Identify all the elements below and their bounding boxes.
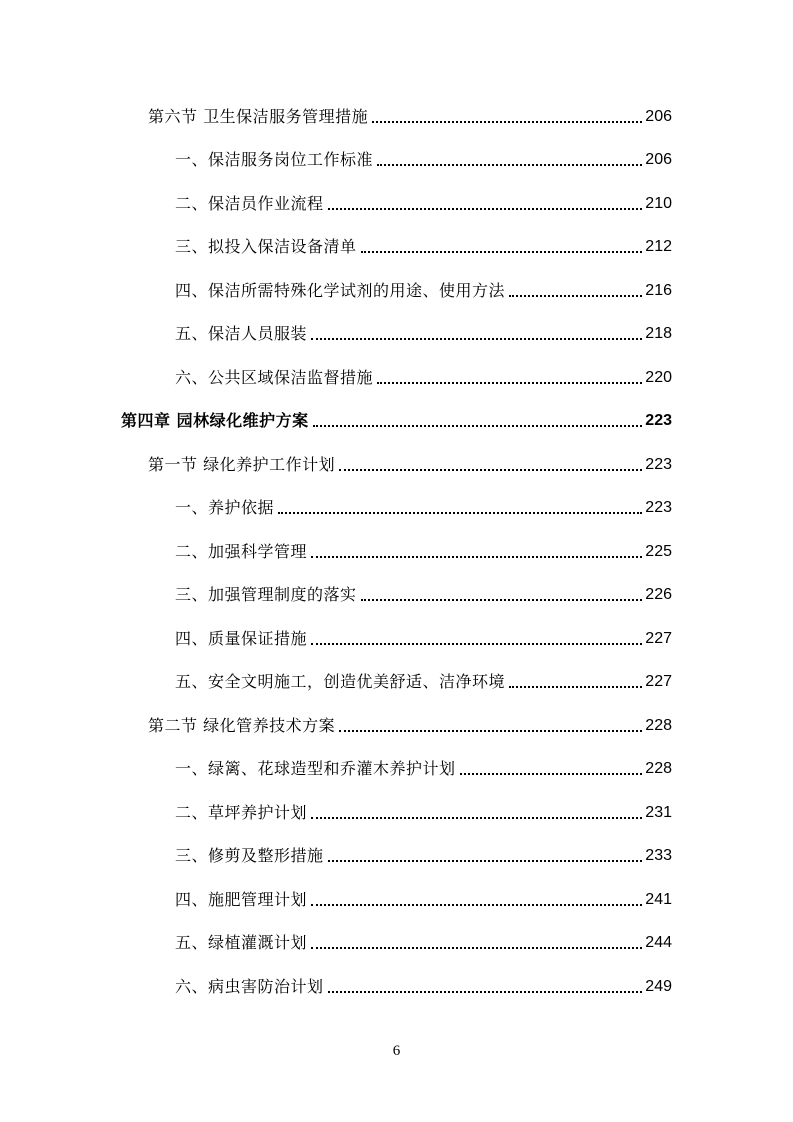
- toc-dot-leader: [311, 643, 642, 645]
- toc-entry-page: 216: [645, 282, 672, 299]
- toc-entry-title: 二、加强科学管理: [175, 542, 308, 561]
- toc-dot-leader: [509, 295, 642, 297]
- toc-dot-leader: [377, 382, 642, 384]
- toc-dot-leader: [372, 121, 642, 123]
- toc-entry-title: 一、养护依据: [175, 498, 275, 517]
- toc-entry-page: 223: [645, 499, 672, 516]
- toc-dot-leader: [311, 338, 642, 340]
- toc-entry-page: 220: [645, 369, 672, 386]
- toc-entry-page: 227: [645, 673, 672, 690]
- toc-dot-leader: [377, 164, 642, 166]
- toc-entry-page: 206: [645, 108, 672, 125]
- toc-entry-subsection[interactable]: [175, 799, 672, 823]
- toc-dot-leader: [311, 556, 642, 558]
- toc-entry-section[interactable]: [148, 712, 672, 736]
- toc-entry-title: 三、修剪及整形措施: [175, 846, 324, 865]
- toc-entry-page: 226: [645, 586, 672, 603]
- toc-dot-leader: [311, 904, 642, 906]
- toc-dot-leader: [278, 512, 642, 514]
- toc-dot-leader: [328, 860, 643, 862]
- toc-entry-page: 212: [645, 238, 672, 255]
- toc-entry-title: 二、草坪养护计划: [175, 803, 308, 822]
- toc-entry-page: 210: [645, 195, 672, 212]
- page-number: 6: [392, 1043, 401, 1059]
- toc-entry-title: 三、加强管理制度的落实: [175, 585, 357, 604]
- toc-entry-page: 244: [645, 934, 672, 951]
- toc-entry-chapter[interactable]: [121, 407, 672, 431]
- toc-dot-leader: [460, 773, 643, 775]
- toc-dot-leader: [311, 947, 642, 949]
- toc-entry-page: 241: [645, 891, 672, 908]
- toc-dot-leader: [311, 817, 642, 819]
- toc-entry-title: 第一节 绿化养护工作计划: [148, 455, 336, 474]
- toc-entry-subsection[interactable]: [175, 233, 672, 257]
- toc-entry-page: 227: [645, 630, 672, 647]
- toc-entry-subsection[interactable]: [175, 320, 672, 344]
- toc-dot-leader: [339, 469, 642, 471]
- toc-entry-page: 228: [645, 717, 672, 734]
- toc-entry-subsection[interactable]: [175, 581, 672, 605]
- toc-entry-title: 四、施肥管理计划: [175, 890, 308, 909]
- toc-entry-page: 225: [645, 543, 672, 560]
- toc-dot-leader: [328, 208, 643, 210]
- toc-entry-page: 223: [645, 456, 672, 473]
- toc-entry-subsection[interactable]: [175, 190, 672, 214]
- toc-entry-page: 206: [645, 151, 672, 168]
- toc-entry-page: 218: [645, 325, 672, 342]
- toc-dot-leader: [313, 425, 643, 427]
- toc-entry-subsection[interactable]: [175, 929, 672, 953]
- toc-entry-subsection[interactable]: [175, 886, 672, 910]
- toc-entry-title: 五、安全文明施工，创造优美舒适、洁净环境: [175, 672, 506, 691]
- toc-entry-section[interactable]: [148, 103, 672, 127]
- toc-dot-leader: [328, 991, 643, 993]
- toc-entry-title: 六、病虫害防治计划: [175, 977, 324, 996]
- toc-entry-title: 三、拟投入保洁设备清单: [175, 237, 357, 256]
- toc-entry-title: 一、保洁服务岗位工作标准: [175, 150, 374, 169]
- toc-entry-title: 第四章 园林绿化维护方案: [121, 411, 309, 430]
- toc-entry-title: 五、保洁人员服装: [175, 324, 308, 343]
- toc-entry-title: 第六节 卫生保洁服务管理措施: [148, 107, 369, 126]
- toc-dot-leader: [361, 251, 643, 253]
- toc-entry-section[interactable]: [148, 451, 672, 475]
- toc-entry-subsection[interactable]: [175, 538, 672, 562]
- toc-entry-page: 249: [645, 978, 672, 995]
- toc-entry-subsection[interactable]: [175, 755, 672, 779]
- toc-entry-page: 223: [645, 412, 672, 429]
- toc-entry-title: 四、保洁所需特殊化学试剂的用途、使用方法: [175, 281, 506, 300]
- toc-entry-subsection[interactable]: [175, 668, 672, 692]
- toc-entry-title: 五、绿植灌溉计划: [175, 933, 308, 952]
- toc-dot-leader: [361, 599, 643, 601]
- toc-dot-leader: [509, 686, 642, 688]
- toc-entry-page: 228: [645, 760, 672, 777]
- toc-entry-subsection[interactable]: [175, 277, 672, 301]
- toc-entry-title: 一、绿篱、花球造型和乔灌木养护计划: [175, 759, 456, 778]
- toc-entry-title: 六、公共区域保洁监督措施: [175, 368, 374, 387]
- toc-dot-leader: [339, 730, 642, 732]
- toc-entry-page: 233: [645, 847, 672, 864]
- toc-entry-subsection[interactable]: [175, 625, 672, 649]
- toc-entry-title: 第二节 绿化管养技术方案: [148, 716, 336, 735]
- toc-entry-subsection[interactable]: [175, 494, 672, 518]
- toc-entry-subsection[interactable]: [175, 973, 672, 997]
- toc-entry-subsection[interactable]: [175, 364, 672, 388]
- toc-entry-title: 二、保洁员作业流程: [175, 194, 324, 213]
- toc-entry-page: 231: [645, 804, 672, 821]
- toc-entry-subsection[interactable]: [175, 146, 672, 170]
- toc-entry-subsection[interactable]: [175, 842, 672, 866]
- toc-entry-title: 四、质量保证措施: [175, 629, 308, 648]
